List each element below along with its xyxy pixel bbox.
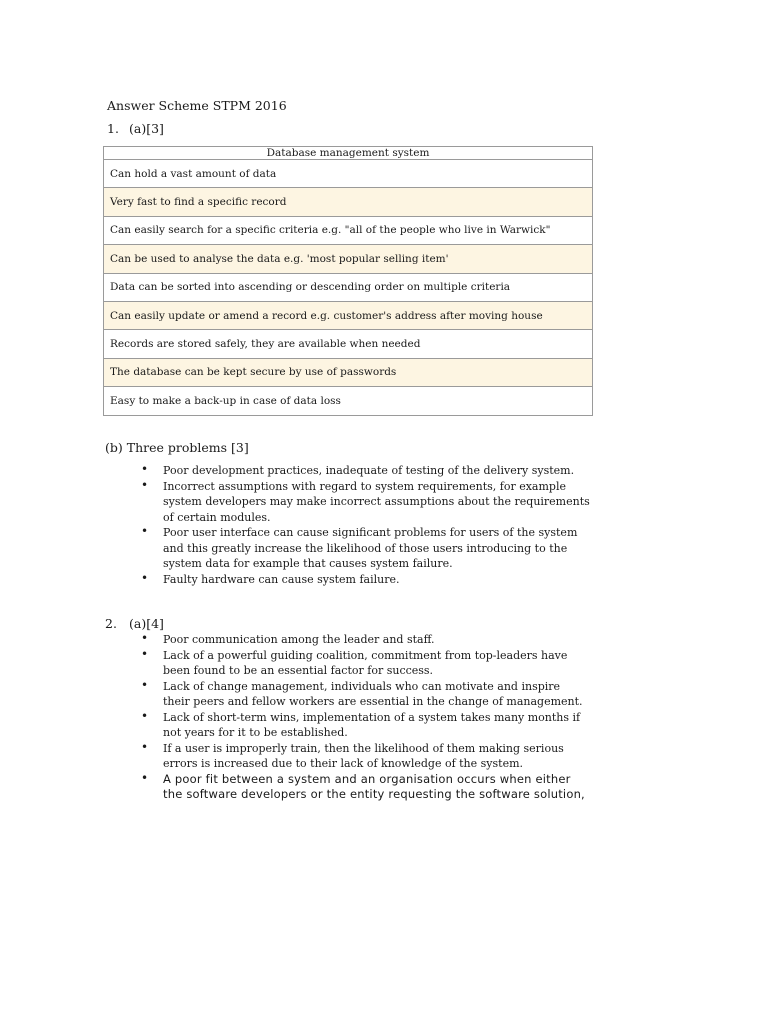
list-item: • Faulty hardware can cause system failure. <box>140 572 590 588</box>
question-2-part-a-heading <box>105 616 164 631</box>
table-row <box>104 358 593 386</box>
list-item: • Poor user interface can cause significant problems for users of the system and this greatly increase the likelihood of those users introducing to the system data for example that causes system failure. <box>140 525 590 572</box>
question-1-part-b-heading: (b) Three problems [3] <box>105 440 249 455</box>
table-header-row <box>104 147 593 160</box>
list-item: • A poor fit between a system and an organisation occurs when either the software developers or the entity requesting the software solution, <box>140 772 590 803</box>
table-cell: Data can be sorted into ascending or descending order on multiple criteria <box>104 273 593 301</box>
table-row <box>104 160 593 188</box>
table-cell: Can be used to analyse the data e.g. 'most popular selling item' <box>104 245 593 273</box>
dbms-advantages-table <box>103 146 593 416</box>
table-cell: Can easily update or amend a record e.g. customer's address after moving house <box>104 301 593 329</box>
table-row <box>104 387 593 415</box>
question-2-number: 2. <box>105 616 117 631</box>
list-item: • If a user is improperly train, then the likelihood of them making serious errors is increased due to their lack of knowledge of the system. <box>140 741 590 772</box>
table-row <box>104 245 593 273</box>
list-item: • Lack of a powerful guiding coalition, commitment from top-leaders have been found to be an essential factor for success. <box>140 648 590 679</box>
table-header: Database management system <box>104 147 593 160</box>
question-2-part-a-list <box>140 632 590 803</box>
table-cell: Can easily search for a specific criteria e.g. "all of the people who live in Warwick" <box>104 216 593 244</box>
table-cell: Records are stored safely, they are available when needed <box>104 330 593 358</box>
question-2-part-a-label: (a)[4] <box>128 616 164 631</box>
table-cell: The database can be kept secure by use of passwords <box>104 358 593 386</box>
list-item: • Poor development practices, inadequate of testing of the delivery system. <box>140 463 590 479</box>
table-row <box>104 330 593 358</box>
table-cell: Can hold a vast amount of data <box>104 160 593 188</box>
table-cell: Very fast to find a specific record <box>104 188 593 216</box>
table-row <box>104 216 593 244</box>
question-1-part-b-list <box>140 463 590 587</box>
question-1-part-a-heading <box>107 121 164 136</box>
question-1-part-a-label: (a)[3] <box>128 121 164 136</box>
table-row <box>104 301 593 329</box>
question-1-number: 1. <box>107 121 119 136</box>
table-cell: Easy to make a back-up in case of data loss <box>104 387 593 415</box>
list-item: • Lack of short-term wins, implementation of a system takes many months if not years for it to be established. <box>140 710 590 741</box>
list-item: • Lack of change management, individuals who can motivate and inspire their peers and fellow workers are essential in the change of management. <box>140 679 590 710</box>
table-row <box>104 273 593 301</box>
list-item: • Poor communication among the leader and staff. <box>140 632 590 648</box>
table-row <box>104 188 593 216</box>
list-item: • Incorrect assumptions with regard to system requirements, for example system developers may make incorrect assumptions about the requirements of certain modules. <box>140 479 590 526</box>
document-title: Answer Scheme STPM 2016 <box>107 98 287 113</box>
